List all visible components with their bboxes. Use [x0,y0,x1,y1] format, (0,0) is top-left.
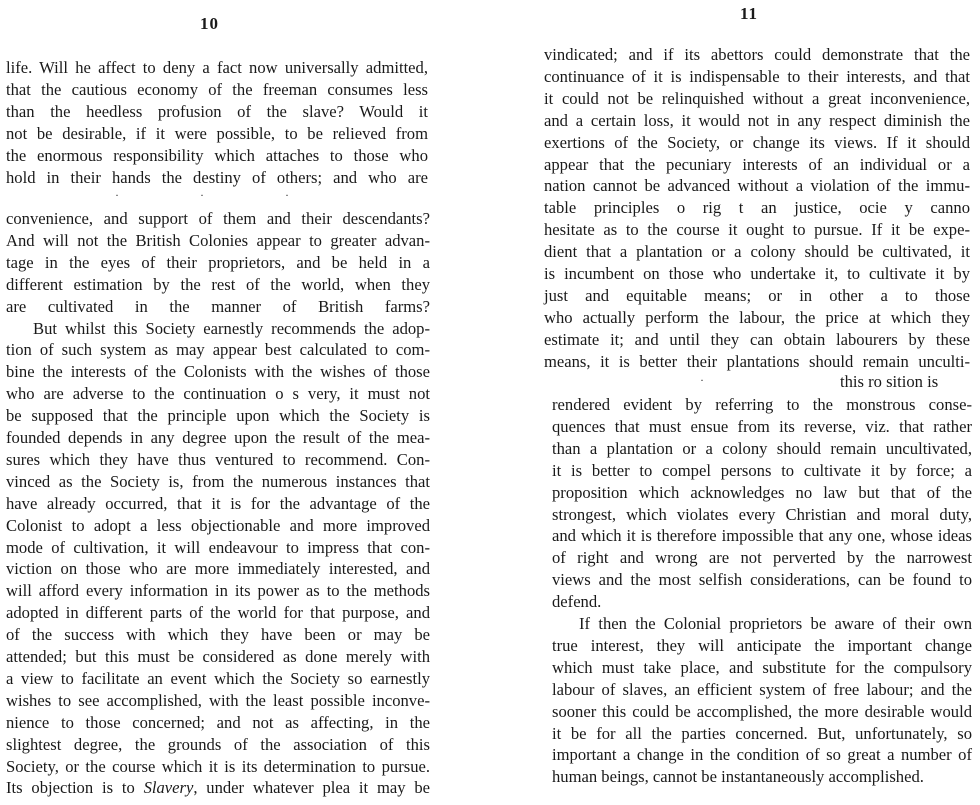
text-line: and which it is therefore impossible that any one, whose ideas [552,526,972,546]
text-line: Its objection is to Slavery, under whatever plea it may be [6,778,431,798]
text-line: it could not be relinquished without a great inconvenience, [544,88,970,108]
text-line: mode of cultivation, it will endeavour to impress that con- [6,537,430,557]
text-line: dient that a plantation or a colony should be cultivated, it [544,242,970,262]
text-line: defend. [552,592,602,612]
text-line: appear that the pecuniary interests of an individual or a [544,154,970,174]
print-speck: · [285,188,289,202]
text-line: vinced as the Society is, from the numerous instances that [6,471,430,491]
page-number-right: 11 [740,4,759,23]
text-line: important a change in the condition of so great a number of [552,745,972,765]
text-line: bine the interests of the Colonists with the wishes of those [6,362,430,382]
left-page [0,0,440,805]
text-line: continuance of it is indispensable to their interests, and that [544,66,970,86]
text-line: who actually perform the labour, the price at which they [544,307,970,327]
text-line: life. Will he affect to deny a fact now universally admitted, [6,58,428,77]
text-line: sures which they have thus ventured to recommend. Con- [6,449,430,469]
text-line: tion of such system as may appear best calculated to com- [6,340,430,360]
text-line: quences that must ensue from its reverse, viz. that rather [552,416,972,436]
text-line: of right and wrong are not perverted by the narrowest [552,548,972,568]
text-line: just and equitable means; or in other a to those [544,285,970,305]
text-line: Colonist to adopt a less objectionable and more improved [6,515,430,535]
text-line: wishes to see accomplished, with the least possible inconve- [6,690,430,710]
text-line: exertions of the Society, or change its views. If it should [544,132,970,152]
text-line: than the heedless profusion of the slave? Would it [6,101,428,121]
text-line: vindicated; and if its abettors could demonstrate that the [544,45,970,64]
text-line: But whilst this Society earnestly recommends the adop- [33,318,430,338]
text-line: than a plantation or a colony should remain uncultivated, [552,438,972,458]
text-line: human beings, cannot be instantaneously accomplished. [552,767,924,787]
text-line: views and the most selfish considerations, can be found to [552,570,972,590]
text-line: viction on those who are more immediately interested, and [6,559,430,579]
text-line: nience to those concerned; and not as affecting, in the [6,712,430,732]
text-line: have already occurred, that it is for the advantage of the [6,493,430,513]
text-line: which must take place, and substitute for the compulsory [552,657,972,677]
text-line: Society, or the course which it is its determination to pursue. [6,756,430,776]
text-line: not be desirable, if it were possible, to be relieved from [6,123,428,143]
text-line: strongest, which violates every Christian and moral duty, [552,504,972,524]
text-line: If then the Colonial proprietors be aware of their own [579,614,972,633]
text-line: it be for all the parties concerned. But, unfortunately, so [552,723,972,743]
text-line: founded depends in any degree upon the result of the mea- [6,428,430,447]
text-line-fragment: this ro sition is [840,372,939,391]
text-line: who are adverse to the continuation o s very, it must not [6,384,430,404]
text-line: means, it is better their plantations should remain unculti- [544,351,970,371]
text-line: attended; but this must be considered as done merely with [6,647,430,666]
text-line: hold in their hands the destiny of others; and who are [6,167,428,187]
text-line: nation cannot be advanced without a violation of the immu- [544,176,970,196]
text-line: slightest degree, the grounds of the association of this [6,734,430,754]
text-line: it is better to compel persons to cultivate it by force; a [552,460,972,480]
text-line: and a certain loss, it would not in any respect diminish the [544,110,970,130]
print-speck: · [200,188,204,202]
text-line: different estimation by the rest of the world, when they [6,274,430,294]
text-line: hesitate as to the course it ought to pursue. If it be expe- [544,220,970,240]
right-page [540,0,980,805]
emphasis-slavery: Slavery [143,778,194,798]
page-number-left: 10 [200,14,219,33]
print-speck: · [700,373,704,387]
text-line: will afford every information in its power as to the methods [6,581,430,601]
text-line: the enormous responsibility which attaches to those who [6,145,428,165]
text-line: adopted in different parts of the world for that purpose, and [6,603,430,623]
print-speck: · [115,188,119,202]
text-line: of the success with which they have been or may be [6,625,430,645]
text-line: rendered evident by referring to the monstrous conse- [552,395,972,414]
text-line: table principles o rig t an justice, ocie y canno [544,198,970,218]
text-line: true interest, they will anticipate the important change [552,635,972,655]
text-line: be supposed that the principle upon which the Society is [6,406,430,426]
text-line: sooner this could be accomplished, the more desirable would [552,701,972,721]
text-line: tage in the eyes of their proprietors, and be held in a [6,252,430,272]
text-line: labour of slaves, an efficient system of free labour; and the [552,679,972,699]
text-line: that the cautious economy of the freeman consumes less [6,79,428,99]
text-line: are cultivated in the manner of British farms? [6,296,430,316]
text-line: convenience, and support of them and their descendants? [6,209,430,228]
text-line: estimate it; and until they can obtain labourers by these [544,329,970,349]
text-line: And will not the British Colonies appear to greater advan- [6,230,430,250]
text-line: a view to facilitate an event which the Society so earnestly [6,668,430,688]
text-line: is incumbent on those who undertake it, to cultivate it by [544,264,970,283]
text-line: proposition which acknowledges no law but that of the [552,482,972,502]
